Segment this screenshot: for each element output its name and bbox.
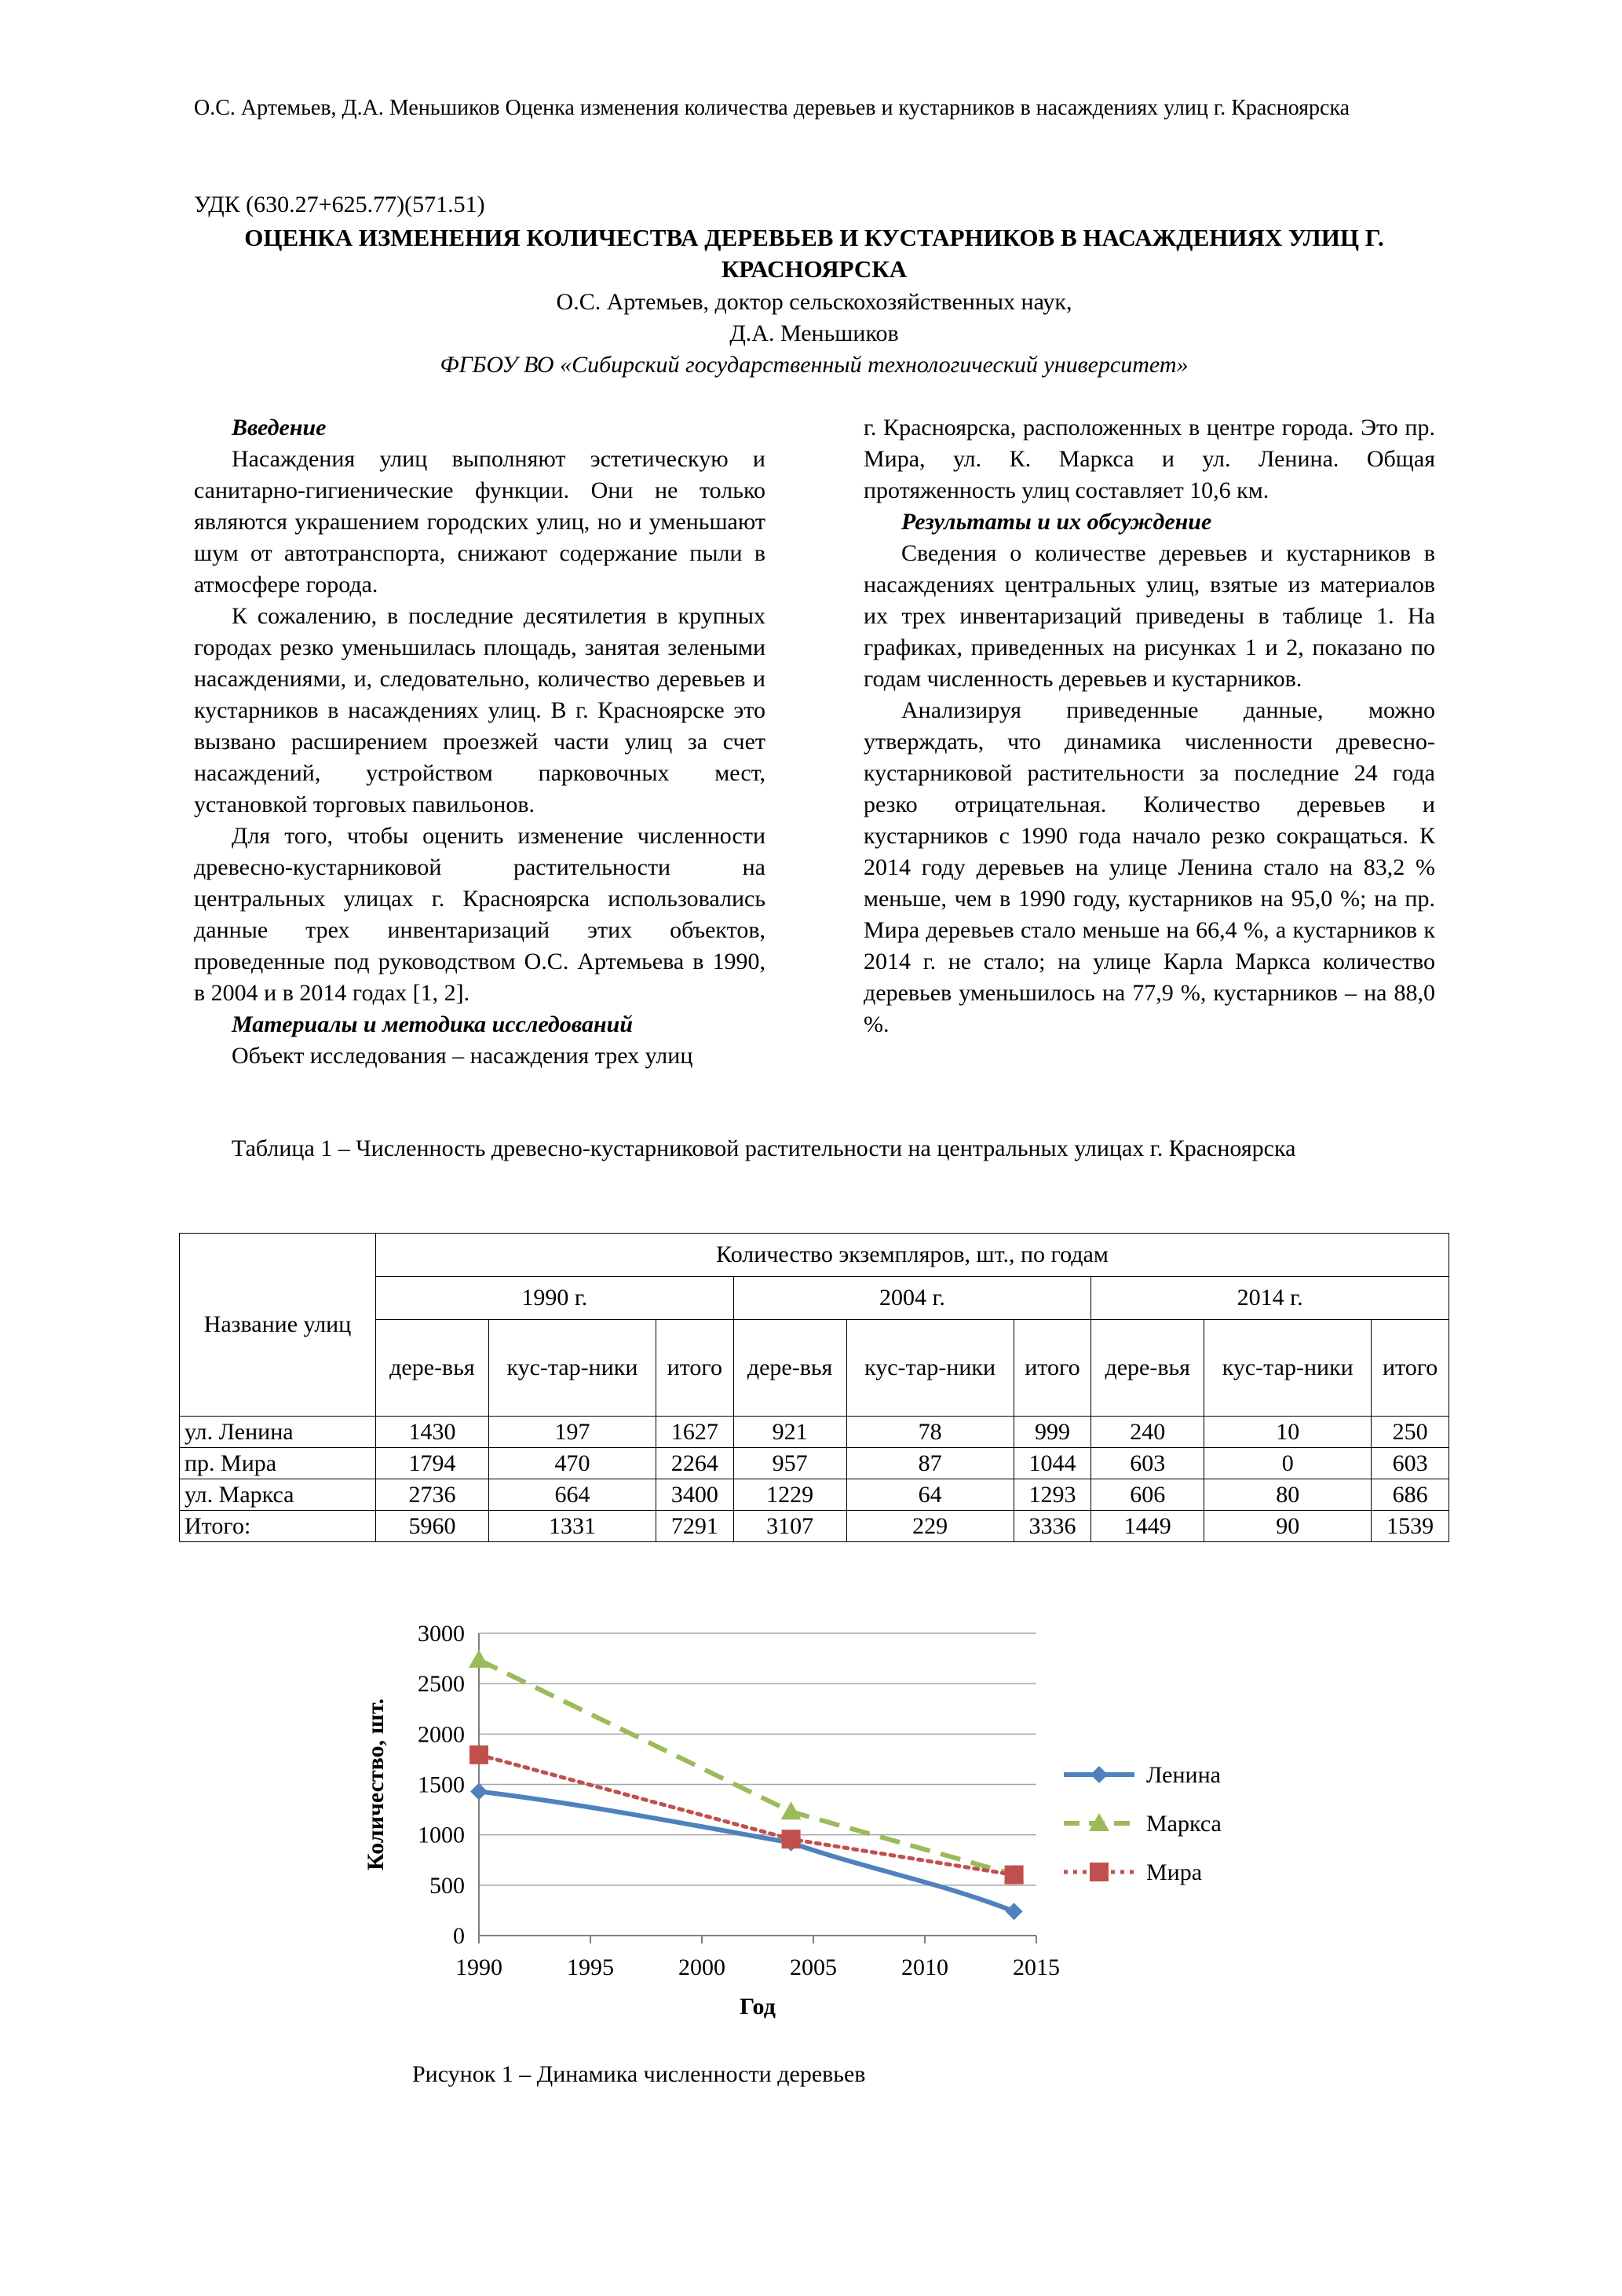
- table-cell: 1627: [656, 1417, 733, 1448]
- table-cell: 1044: [1014, 1448, 1091, 1479]
- table-cell: 229: [846, 1511, 1014, 1542]
- y-tick-label: 2500: [418, 1671, 465, 1698]
- table-cell: 5960: [376, 1511, 489, 1542]
- table-cell: 2264: [656, 1448, 733, 1479]
- table-subheader: итого: [1372, 1320, 1449, 1417]
- section-heading-methods: Материалы и методика исследований: [232, 1011, 634, 1037]
- table-cell: 1539: [1372, 1511, 1449, 1542]
- table-cell: 2736: [376, 1479, 489, 1511]
- table-cell: 87: [846, 1448, 1014, 1479]
- table-cell: 957: [733, 1448, 846, 1479]
- figure-caption-text: Рисунок 1 – Динамика численности деревьев: [412, 2061, 866, 2087]
- data-point: [782, 1830, 801, 1848]
- table-cell: 197: [488, 1417, 656, 1448]
- table-cell: 78: [846, 1417, 1014, 1448]
- table-cell: 3107: [733, 1511, 846, 1542]
- left-column: [194, 412, 765, 1072]
- table-cell: 80: [1204, 1479, 1372, 1511]
- legend-label: Маркса: [1146, 1811, 1222, 1837]
- table-cell: 7291: [656, 1511, 733, 1542]
- data-point: [469, 1650, 489, 1668]
- article-title: ОЦЕНКА ИЗМЕНЕНИЯ КОЛИЧЕСТВА ДЕРЕВЬЕВ И КУСТАРНИКОВ В НАСАЖДЕНИЯХ УЛИЦ Г. КРАСНОЯРСКА: [244, 224, 1384, 283]
- section-heading-results: Результаты и их обсуждение: [901, 509, 1212, 535]
- table-row: [180, 1479, 1449, 1511]
- table-cell: 470: [488, 1448, 656, 1479]
- data-table: [179, 1233, 1449, 1542]
- data-point: [781, 1801, 802, 1819]
- author-2: Д.А. Меньшиков: [729, 320, 899, 346]
- table-cell: 90: [1204, 1511, 1372, 1542]
- x-tick-label: 1990: [455, 1954, 502, 1980]
- series-line: [479, 1791, 1014, 1911]
- data-point: [1006, 1903, 1023, 1920]
- table-cell: 1794: [376, 1448, 489, 1479]
- table-subheader: дере-вья: [733, 1320, 846, 1417]
- table-cell: 1331: [488, 1511, 656, 1542]
- table-cell: 10: [1204, 1417, 1372, 1448]
- paragraph: Сведения о количестве деревьев и кустарников в насаждениях центральных улиц, взятые из материалов их трех инвентаризаций приведены в таблице 1. На графиках, приведенных на рисунках 1 и 2, показано по годам численность деревьев и кустарников.: [864, 540, 1435, 692]
- right-column: [864, 412, 1435, 1040]
- y-tick-label: 0: [453, 1923, 465, 1949]
- table-cell: 3400: [656, 1479, 733, 1511]
- data-point: [1005, 1866, 1024, 1885]
- table-row-total: [180, 1511, 1449, 1542]
- paragraph: г. Красноярска, расположенных в центре города. Это пр. Мира, ул. К. Маркса и ул. Ленина. Общая протяженность улиц составляет 10,6 км.: [864, 415, 1435, 503]
- data-point: [470, 1782, 488, 1800]
- running-header: О.С. Артемьев, Д.А. Меньшиков Оценка изменения количества деревьев и кустарников в насаждениях улиц г. Красноярска: [194, 96, 1350, 120]
- table-cell: 240: [1091, 1417, 1204, 1448]
- legend-label: Ленина: [1146, 1762, 1221, 1788]
- data-point: [469, 1746, 488, 1764]
- series-line: [479, 1660, 1014, 1874]
- legend-label: Мира: [1146, 1859, 1203, 1885]
- table-subheader: дере-вья: [376, 1320, 489, 1417]
- udc-code: УДК (630.27+625.77)(571.51): [194, 192, 485, 218]
- x-axis-label: Год: [740, 1994, 776, 2020]
- paragraph: К сожалению, в последние десятилетия в крупных городах резко уменьшилась площадь, занятая зелеными насаждениями, и, следовательно, количество деревьев и кустарников в насаждениях улиц. В г. Красноярске это вызвано расширением проезжей части улиц за счет насаждений, устройством парковочных мест, установкой торговых павильонов.: [194, 603, 765, 817]
- table-cell-name: Итого:: [180, 1511, 376, 1542]
- table-cell-name: ул. Маркса: [180, 1479, 376, 1511]
- author-1: О.С. Артемьев, доктор сельскохозяйственных наук,: [556, 289, 1072, 315]
- table-subheader: итого: [656, 1320, 733, 1417]
- table-cell: 1430: [376, 1417, 489, 1448]
- affiliation: ФГБОУ ВО «Сибирский государственный технологический университет»: [440, 352, 1189, 378]
- table-subheader: кус-тар-ники: [1204, 1320, 1372, 1417]
- x-tick-label: 2015: [1013, 1954, 1060, 1980]
- table-caption: Таблица 1 – Численность древесно-кустарниковой растительности на центральных улицах г. Красноярска: [232, 1135, 1296, 1161]
- table-cell: 0: [1204, 1448, 1372, 1479]
- table-cell: 64: [846, 1479, 1014, 1511]
- x-tick-label: 2000: [678, 1954, 725, 1980]
- table-header-name: Название улиц: [180, 1234, 376, 1417]
- table-cell: 603: [1372, 1448, 1449, 1479]
- paragraph: Для того, чтобы оценить изменение численности древесно-кустарниковой растительности на центральных улицах г. Красноярска использовались данные трех инвентаризаций этих объектов, проведенные под руководством О.С. Артемьева в 1990, в 2004 и в 2014 годах [1, 2].: [194, 823, 765, 1006]
- table-cell: 1293: [1014, 1479, 1091, 1511]
- x-tick-label: 2005: [790, 1954, 837, 1980]
- table-subheader: итого: [1014, 1320, 1091, 1417]
- table-cell: 250: [1372, 1417, 1449, 1448]
- table-cell: 664: [488, 1479, 656, 1511]
- table-cell-name: пр. Мира: [180, 1448, 376, 1479]
- table-cell: 1229: [733, 1479, 846, 1511]
- table-cell: 1449: [1091, 1511, 1204, 1542]
- table-header-year: 2014 г.: [1091, 1277, 1449, 1320]
- section-heading-introduction: Введение: [232, 415, 327, 441]
- paragraph: Насаждения улиц выполняют эстетическую и санитарно-гигиенические функции. Они не только являются украшением городских улиц, но и уменьшают шум от автотранспорта, снижают содержание пыли в атмосфере города.: [194, 446, 765, 598]
- table-header-year: 2004 г.: [733, 1277, 1091, 1320]
- table-header-group: Количество экземпляров, шт., по годам: [376, 1234, 1449, 1277]
- y-tick-label: 500: [429, 1872, 465, 1899]
- y-tick-label: 3000: [418, 1621, 465, 1647]
- paragraph: Объект исследования – насаждения трех улиц: [232, 1043, 693, 1069]
- y-axis-label: Количество, шт.: [363, 1698, 389, 1870]
- table-subheader: дере-вья: [1091, 1320, 1204, 1417]
- table-cell: 3336: [1014, 1511, 1091, 1542]
- series-line: [479, 1755, 1014, 1875]
- y-tick-label: 1500: [418, 1771, 465, 1798]
- table-cell: 999: [1014, 1417, 1091, 1448]
- y-tick-label: 2000: [418, 1721, 465, 1748]
- paragraph: Анализируя приведенные данные, можно утверждать, что динамика численности древесно-кустарниковой растительности за последние 24 года резко отрицательная. Количество деревьев и кустарников с 1990 года начало резко сокращаться. К 2014 году деревьев на улице Ленина стало на 83,2 % меньше, чем в 1990 году, кустарников на 95,0 %; на пр. Мира деревьев стало меньше на 66,4 %, а кустарников к 2014 г. не стало; на улице Карла Маркса количество деревьев уменьшилось на 77,9 %, кустарников – на 88,0 %.: [864, 697, 1435, 1037]
- x-tick-label: 1995: [567, 1954, 614, 1980]
- y-tick-label: 1000: [418, 1822, 465, 1848]
- legend-marker: [1090, 1766, 1108, 1783]
- table-row: [180, 1417, 1449, 1448]
- table-subheader: кус-тар-ники: [488, 1320, 656, 1417]
- table-row: [180, 1448, 1449, 1479]
- table-cell: 606: [1091, 1479, 1204, 1511]
- table-cell-name: ул. Ленина: [180, 1417, 376, 1448]
- x-tick-label: 2010: [901, 1954, 948, 1980]
- legend-marker: [1090, 1863, 1109, 1881]
- table-header-year: 1990 г.: [376, 1277, 734, 1320]
- authors: [194, 287, 1434, 349]
- table-cell: 603: [1091, 1448, 1204, 1479]
- table-cell: 921: [733, 1417, 846, 1448]
- table-cell: 686: [1372, 1479, 1449, 1511]
- table-subheader: кус-тар-ники: [846, 1320, 1014, 1417]
- figure-caption: [194, 2059, 1434, 2090]
- line-chart: [345, 1610, 1222, 2049]
